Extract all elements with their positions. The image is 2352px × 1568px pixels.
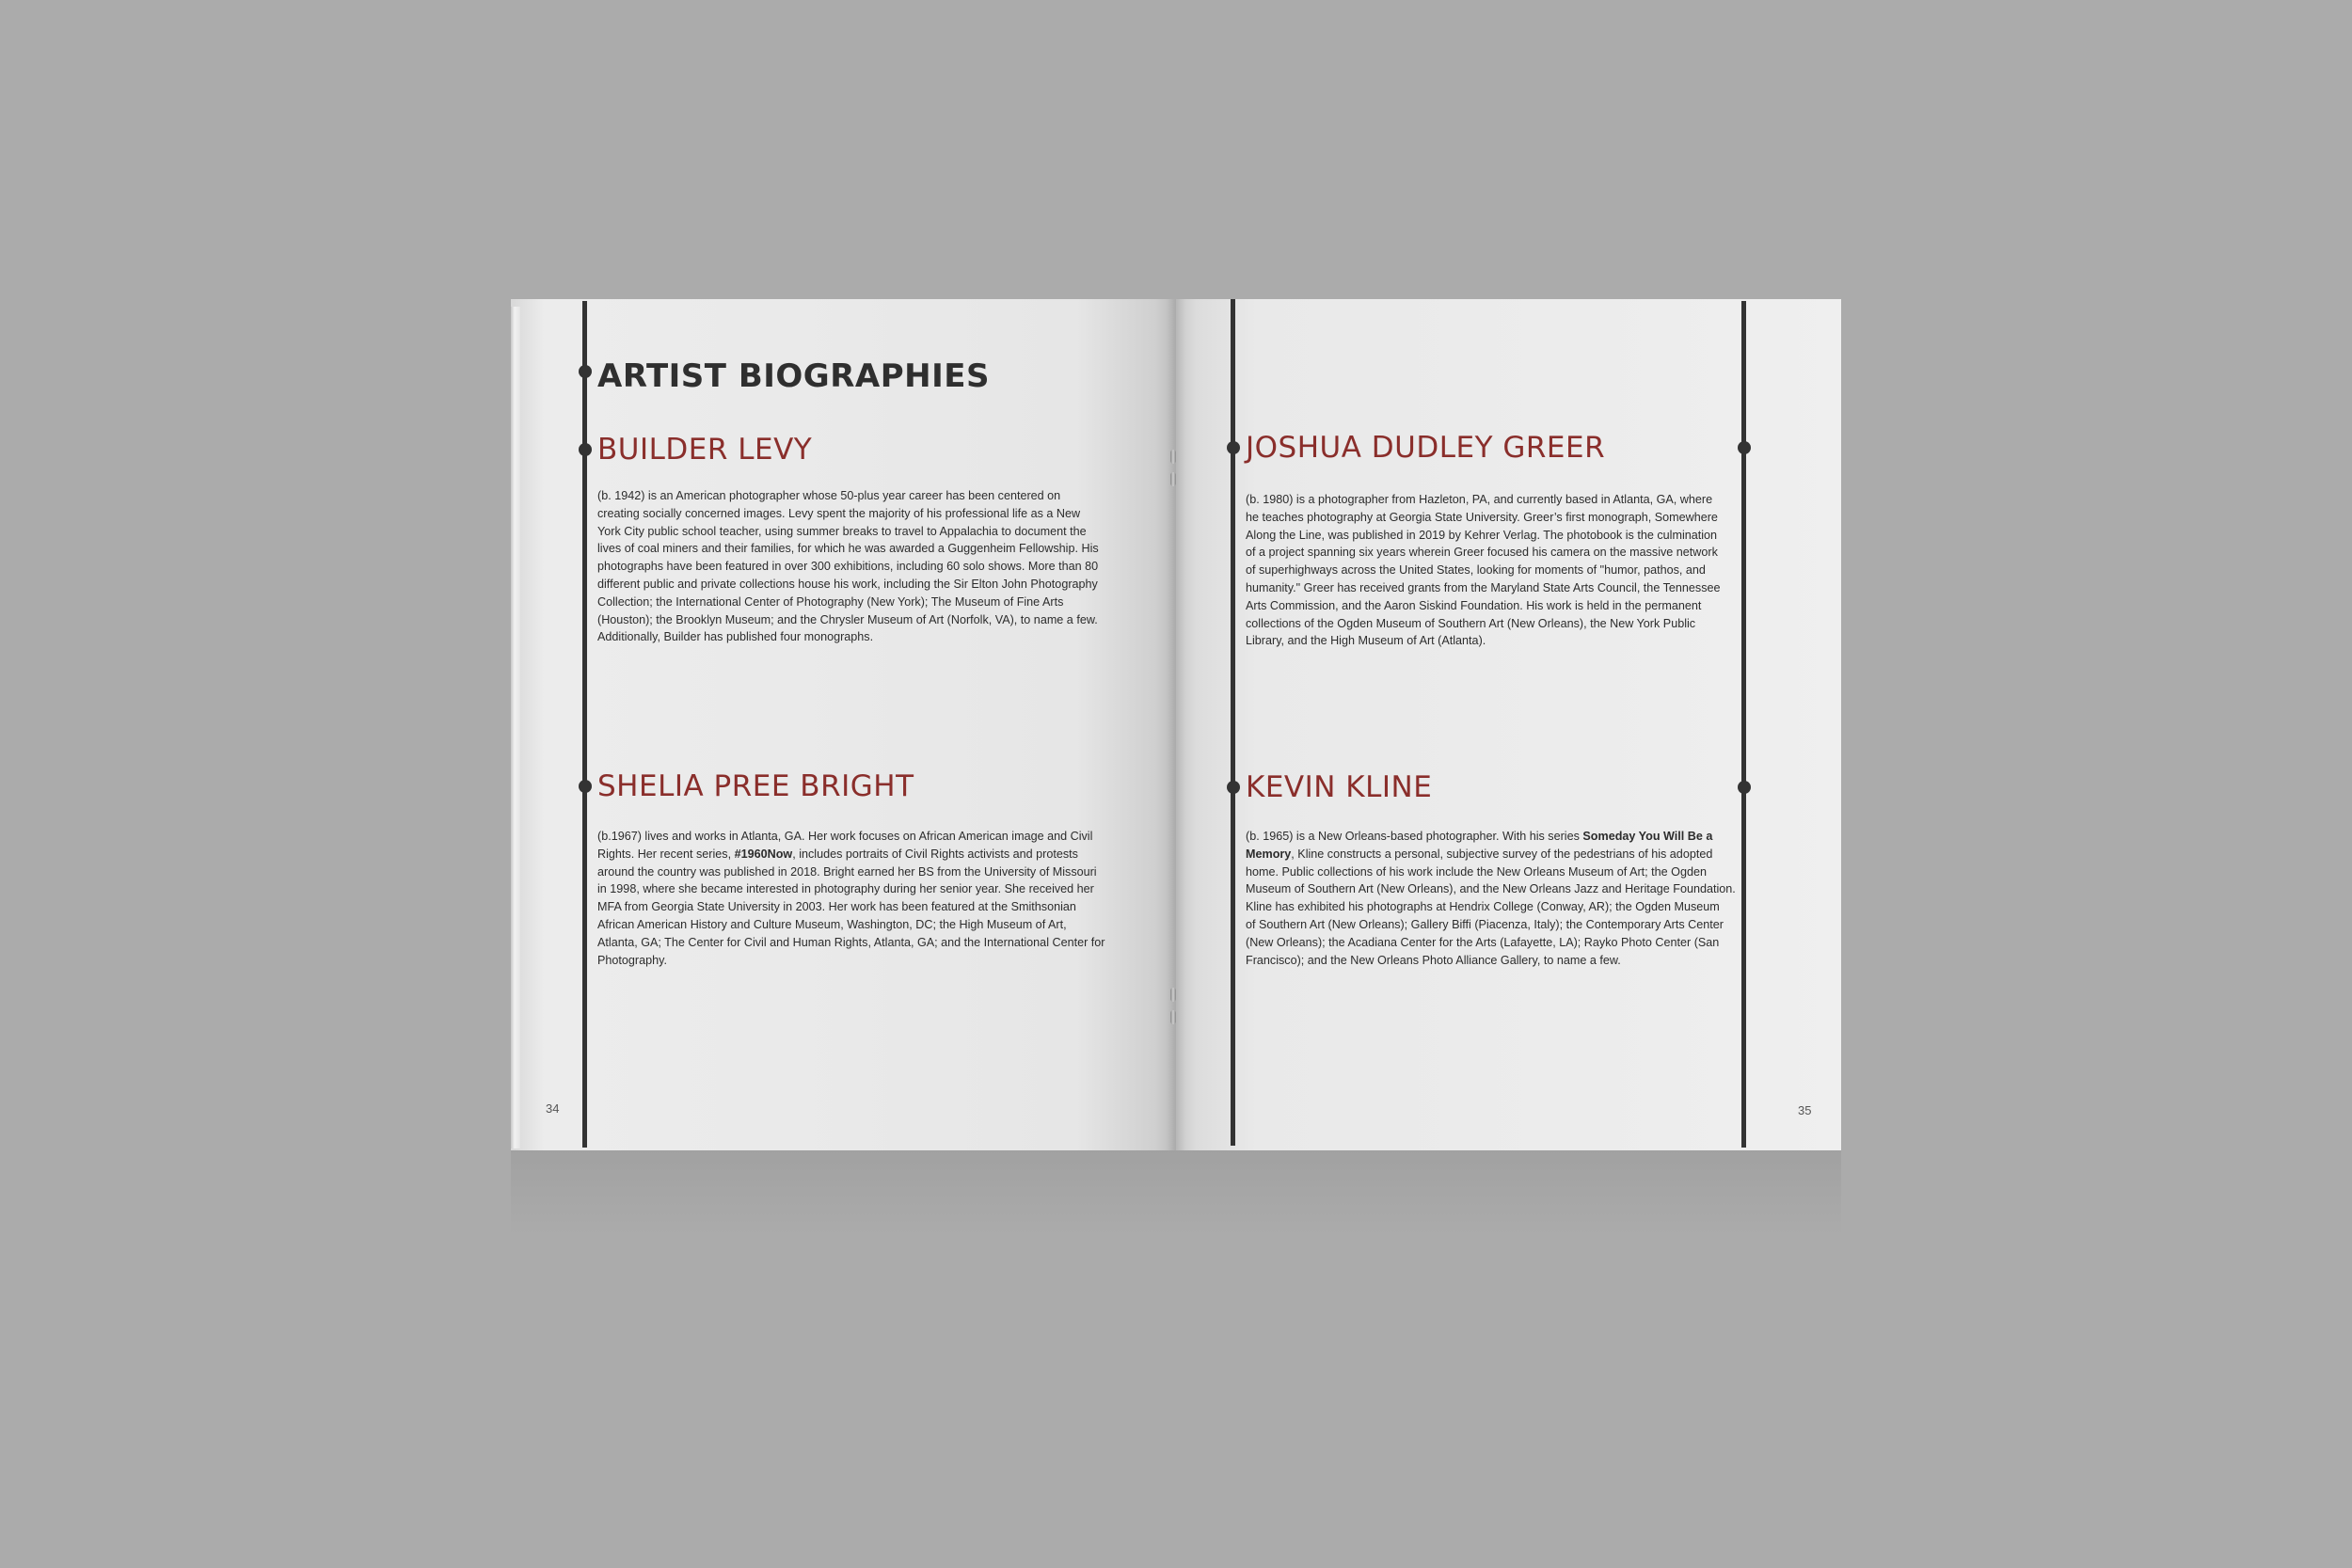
right-timeline-bar	[1231, 299, 1235, 1146]
timeline-dot	[579, 443, 592, 456]
bio-line: of a project spanning six years wherein Greer focused his camera on the massive network	[1246, 546, 1718, 560]
bio-line: York City public school teacher, using summer breaks to travel to Appalachia to document the	[597, 524, 1087, 538]
bio-line: (Houston); the Brooklyn Museum; and the Chrysler Museum of Art (Norfolk, VA), to name a few.	[597, 612, 1098, 626]
bio-line: Rights. Her recent series, #1960Now, includes portraits of Civil Rights activists and protests	[597, 847, 1078, 861]
timeline-dot	[579, 365, 592, 378]
bio-line: MFA from Georgia State University in 2003. Her work has been featured at the Smithsonian	[597, 900, 1076, 914]
bio-text-kevin-kline	[1246, 828, 1772, 969]
page-number: 34	[546, 1101, 560, 1116]
bio-line: humanity." Greer has received grants from the Maryland State Arts Council, the Tennessee	[1246, 580, 1721, 594]
page-title: ARTIST BIOGRAPHIES	[597, 357, 990, 395]
left-page	[511, 299, 1176, 1150]
gutter-shadow	[1167, 299, 1185, 1150]
bio-line: of superhighways across the United States, looking for moments of "humor, pathos, and	[1246, 563, 1706, 578]
bio-line: Library, and the High Museum of Art (Atlanta).	[1246, 634, 1486, 648]
spread-reflection	[511, 1150, 1841, 1235]
left-timeline-bar	[582, 301, 587, 1148]
bio-line: Museum of Southern Art (New Orleans), and the New Orleans Jazz and Heritage Foundation.	[1246, 882, 1736, 896]
right-page-content	[1231, 299, 1896, 1150]
bio-name-joshua-dudley-greer: JOSHUA DUDLEY GREER	[1246, 431, 1606, 465]
bio-text-joshua-dudley-greer	[1246, 491, 1772, 650]
bio-line: Photography.	[597, 953, 667, 967]
bio-name-shelia-pree-bright: SHELIA PREE BRIGHT	[597, 769, 914, 803]
bio-text-shelia-pree-bright	[597, 828, 1124, 969]
bio-line: Additionally, Builder has published four monographs.	[597, 630, 874, 644]
staple	[1170, 450, 1176, 464]
bio-line: (b.1967) lives and works in Atlanta, GA. Her work focuses on African American image and Civil	[597, 830, 1093, 843]
staple	[1170, 1010, 1176, 1024]
bio-line: (b. 1980) is a photographer from Hazleton, PA, and currently based in Atlanta, GA, where	[1246, 493, 1713, 506]
timeline-dot	[579, 780, 592, 793]
bio-line: home. Public collections of his work include the New Orleans Museum of Art; the Ogden	[1246, 864, 1707, 879]
bio-line: photographs have been featured in over 300 exhibitions, including 60 solo shows. More than 80	[597, 560, 1099, 574]
bio-text-builder-levy	[597, 487, 1124, 646]
bio-line: Arts Commission, and the Aaron Siskind Foundation. His work is held in the permanent	[1246, 598, 1702, 612]
bio-line: lives of coal miners and their families, for which he was awarded a Guggenheim Fellowship. His	[597, 542, 1099, 556]
bio-line: in 1998, where she became interested in photography during her senior year. She received her	[597, 882, 1094, 896]
bio-line: collections of the Ogden Museum of Southern Art (New Orleans), the New York Public	[1246, 616, 1696, 630]
bio-line: (b. 1942) is an American photographer whose 50-plus year career has been centered on	[597, 489, 1061, 502]
bio-line: (b. 1965) is a New Orleans-based photographer. With his series Someday You Will Be a	[1246, 830, 1713, 843]
timeline-dot	[1227, 781, 1240, 794]
bio-line: Along the Line, was published in 2019 by Kehrer Verlag. The photobook is the culmination	[1246, 528, 1718, 542]
timeline-dot	[1227, 441, 1240, 454]
bio-line: of Southern Art (New Orleans); Gallery Biffi (Piacenza, Italy); the Contemporary Arts Center	[1246, 917, 1724, 931]
bio-name-kevin-kline: KEVIN KLINE	[1246, 770, 1433, 804]
bio-line: around the country was published in 2018. Bright earned her BS from the University of Missouri	[597, 864, 1097, 879]
bio-line: Kline has exhibited his photographs at Hendrix College (Conway, AR); the Ogden Museum	[1246, 900, 1720, 914]
bio-line: Atlanta, GA; The Center for Civil and Human Rights, Atlanta, GA; and the International Center for	[597, 935, 1105, 949]
bio-line: creating socially concerned images. Levy spent the majority of his professional life as a New	[597, 506, 1081, 520]
page-edge	[511, 307, 520, 1148]
bio-line: (New Orleans); the Acadiana Center for the Arts (Lafayette, LA); Rayko Photo Center (San	[1246, 935, 1720, 949]
bio-line: Collection; the International Center of Photography (New York); The Museum of Fine Arts	[597, 594, 1064, 609]
bio-name-builder-levy: BUILDER LEVY	[597, 433, 813, 467]
bio-line: African American History and Culture Museum, Washington, DC; the High Museum of Art,	[597, 917, 1067, 931]
page-number: 35	[1798, 1103, 1812, 1117]
bio-line: Francisco); and the New Orleans Photo Alliance Gallery, to name a few.	[1246, 953, 1621, 967]
bio-line: he teaches photography at Georgia State University. Greer’s first monograph, Somewhere	[1246, 510, 1718, 524]
staple	[1170, 988, 1176, 1002]
staple	[1170, 472, 1176, 486]
bio-line: different public and private collections house his work, including the Sir Elton John Photography	[597, 577, 1098, 591]
bio-line: Memory, Kline constructs a personal, subjective survey of the pedestrians of his adopted	[1246, 847, 1713, 861]
